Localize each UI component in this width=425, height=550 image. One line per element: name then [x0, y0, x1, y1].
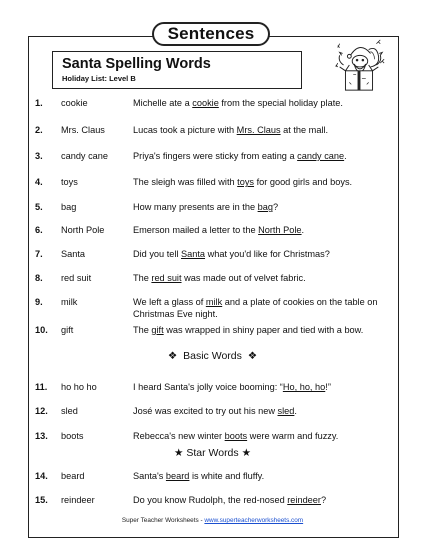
spelling-word: Santa [61, 249, 86, 259]
sentence-text: Santa's [133, 471, 166, 481]
spelling-word: toys [61, 177, 78, 187]
item-number: 1. [35, 98, 43, 108]
sentence-text: Emerson mailed a letter to the [133, 225, 259, 235]
sentence-text: were warm and fuzzy. [247, 431, 339, 441]
item-number: 10. [35, 325, 48, 335]
example-sentence [133, 224, 383, 236]
spelling-word: bag [61, 202, 77, 212]
underlined-word: beard [165, 471, 190, 481]
page-title: Santa Spelling Words [62, 56, 211, 72]
spelling-word: gift [61, 325, 74, 335]
spelling-word: cookie [61, 98, 88, 108]
underlined-word: boots [224, 431, 248, 441]
star-icon: ★ [173, 447, 184, 459]
sentence-text: what you'd like for Christmas? [205, 249, 330, 259]
sentences-banner: Sentences [152, 22, 270, 46]
item-number: 13. [35, 431, 48, 441]
star-words-label: Star Words [186, 447, 239, 459]
basic-words-label: Basic Words [183, 350, 242, 362]
spelling-word: milk [61, 297, 78, 307]
sentence-text: Lucas took a picture with [133, 125, 237, 135]
spelling-word: ho ho ho [61, 382, 97, 392]
sentence-text: !” [325, 382, 331, 392]
spelling-word: reindeer [61, 495, 95, 505]
sentence-text: José was excited to try out his new [133, 406, 278, 416]
star-icon: ★ [241, 447, 251, 459]
example-sentence [133, 272, 383, 284]
star-words-heading [0, 447, 425, 460]
spelling-word: Mrs. Claus [61, 125, 105, 135]
item-number: 12. [35, 406, 48, 416]
sentence-text: ? [320, 495, 327, 505]
underlined-word: Mrs. Claus [236, 125, 281, 135]
underlined-word: North Pole [258, 225, 302, 235]
underlined-word: sled [277, 406, 295, 416]
example-sentence [133, 124, 383, 136]
underlined-word: toys [237, 177, 255, 187]
sentence-text: at the mall. [280, 125, 329, 135]
sentence-text: is white and fluffy. [189, 471, 265, 481]
footer [0, 517, 425, 525]
sentence-text: . [301, 225, 305, 235]
underlined-word: gift [151, 325, 164, 335]
underlined-word: Ho, ho, ho [282, 382, 326, 392]
santa-in-box-illustration [330, 36, 388, 94]
item-number: 2. [35, 125, 43, 135]
underlined-word: milk [205, 297, 223, 307]
four-diamond-icon: ❖ [167, 350, 178, 362]
sentence-text: was made out of velvet fabric. [181, 273, 306, 283]
underlined-word: cookie [192, 98, 219, 108]
sentence-text: and a plate of cookies on the table on Christmas Eve night. [133, 297, 378, 319]
page-subtitle: Holiday List: Level B [62, 74, 136, 83]
underlined-word: bag [257, 202, 273, 212]
sentence-text: . [294, 406, 297, 416]
title-box [52, 51, 302, 89]
sentence-text: Do you know Rudolph, the red-nosed [133, 495, 288, 505]
four-diamond-icon: ❖ [247, 350, 258, 362]
sentence-text: . [344, 151, 347, 161]
spelling-word: North Pole [61, 225, 105, 235]
example-sentence [133, 150, 383, 162]
item-number: 8. [35, 273, 43, 283]
example-sentence [133, 470, 383, 482]
sentence-text: I heard Santa's jolly voice booming: “ [133, 382, 283, 392]
spelling-word: red suit [61, 273, 92, 283]
sentence-text: Did you tell [133, 249, 182, 259]
sentence-text: Rebecca's new winter [133, 431, 225, 441]
sentence-text: Michelle ate a [133, 98, 193, 108]
sentence-text: The [133, 325, 152, 335]
item-number: 14. [35, 471, 48, 481]
example-sentence [133, 324, 383, 336]
item-number: 5. [35, 202, 43, 212]
item-number: 11. [35, 382, 48, 392]
sentence-text: was wrapped in shiny paper and tied with a bow. [163, 325, 364, 335]
example-sentence [133, 430, 383, 442]
item-number: 15. [35, 495, 48, 505]
worksheet-frame [28, 36, 399, 538]
example-sentence [133, 248, 383, 260]
spelling-word: candy cane [61, 151, 108, 161]
sentence-text: for good girls and boys. [254, 177, 353, 187]
sentence-text: Priya's fingers were sticky from eating a [133, 151, 298, 161]
basic-words-heading [0, 350, 425, 363]
underlined-word: reindeer [287, 495, 321, 505]
spelling-word: sled [61, 406, 78, 416]
example-sentence [133, 296, 383, 320]
example-sentence [133, 176, 383, 188]
spelling-word: boots [61, 431, 84, 441]
underlined-word: candy cane [297, 151, 345, 161]
sentence-text: from the special holiday plate. [218, 98, 343, 108]
item-number: 3. [35, 151, 43, 161]
footer-text: Super Teacher Worksheets - [121, 517, 205, 524]
sentence-text: The [133, 273, 152, 283]
footer-link[interactable]: www.superteacherworksheets.com [204, 517, 304, 524]
underlined-word: red suit [151, 273, 182, 283]
example-sentence [133, 405, 383, 417]
example-sentence [133, 494, 383, 506]
item-number: 6. [35, 225, 43, 235]
item-number: 7. [35, 249, 43, 259]
spelling-word: beard [61, 471, 85, 481]
item-number: 4. [35, 177, 43, 187]
sentence-text: The sleigh was filled with [133, 177, 238, 187]
sentence-text: ? [272, 202, 279, 212]
example-sentence [133, 201, 383, 213]
example-sentence [133, 97, 383, 109]
example-sentence [133, 381, 383, 393]
sentence-text: How many presents are in the [133, 202, 258, 212]
underlined-word: Santa [181, 249, 206, 259]
sentence-text: We left a glass of [133, 297, 206, 307]
item-number: 9. [35, 297, 43, 307]
